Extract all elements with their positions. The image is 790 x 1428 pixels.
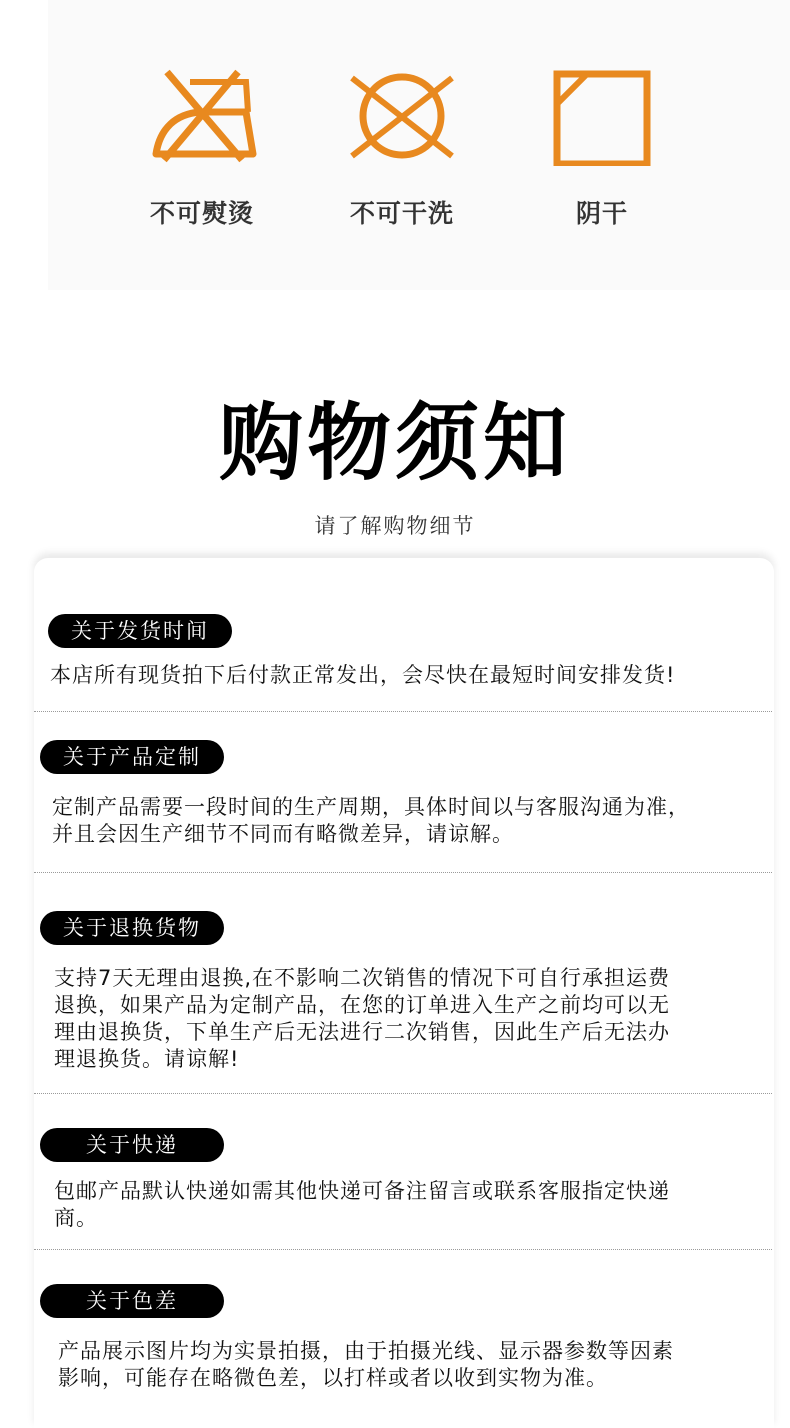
section-text-shipping-time [50, 662, 675, 689]
care-label-no-dry-clean: 不可干洗 [349, 199, 454, 228]
text-line: 支持7天无理由退换,在不影响二次销售的情况下可自行承担运费 [54, 966, 671, 990]
no-ironing-icon [142, 66, 262, 166]
section-heading-customization: 关于产品定制 [40, 740, 224, 774]
text-line: 退换，如果产品为定制产品，在您的订单进入生产之前均可以无 [54, 993, 670, 1017]
text-line: 本店所有现货拍下后付款正常发出，会尽快在最短时间安排发货! [50, 663, 676, 687]
text-line: 理退换货。请谅解! [54, 1047, 240, 1071]
text-line: 并且会因生产细节不同而有略微差异，请谅解。 [52, 822, 514, 846]
page-subtitle: 请了解购物细节 [314, 514, 476, 538]
section-text-customization [52, 794, 690, 848]
section-heading-returns: 关于退换货物 [40, 911, 224, 945]
section-divider [34, 1093, 772, 1094]
text-line: 产品展示图片均为实景拍摄，由于拍摄光线、显示器参数等因素 [58, 1339, 674, 1363]
care-item-no-dry-clean [322, 66, 482, 228]
shade-dry-icon [542, 66, 662, 166]
text-line: 影响，可能存在略微色差，以打样或者以收到实物为准。 [58, 1366, 608, 1390]
care-item-shade-dry [522, 66, 682, 228]
section-text-color-difference [58, 1338, 674, 1392]
section-heading-express: 关于快递 [40, 1128, 224, 1162]
section-text-returns [54, 965, 670, 1073]
section-divider [34, 872, 772, 873]
text-line: 定制产品需要一段时间的生产周期，具体时间以与客服沟通为准， [52, 795, 690, 819]
care-instructions-panel [48, 0, 790, 290]
page-title: 购物须知 [218, 394, 571, 492]
section-text-express [54, 1178, 670, 1232]
section-heading-shipping-time: 关于发货时间 [48, 614, 232, 648]
section-divider [34, 1249, 772, 1250]
care-item-no-ironing [122, 66, 282, 228]
section-divider [34, 711, 772, 712]
text-line: 商。 [54, 1206, 98, 1230]
section-heading-color-difference: 关于色差 [40, 1284, 224, 1318]
text-line: 包邮产品默认快递如需其他快递可备注留言或联系客服指定快递 [54, 1179, 670, 1203]
care-label-shade-dry: 阴干 [575, 199, 628, 228]
care-label-no-ironing: 不可熨烫 [149, 199, 254, 228]
no-dry-clean-icon [342, 66, 462, 166]
text-line: 理由退换货，下单生产后无法进行二次销售，因此生产后无法办 [54, 1020, 670, 1044]
